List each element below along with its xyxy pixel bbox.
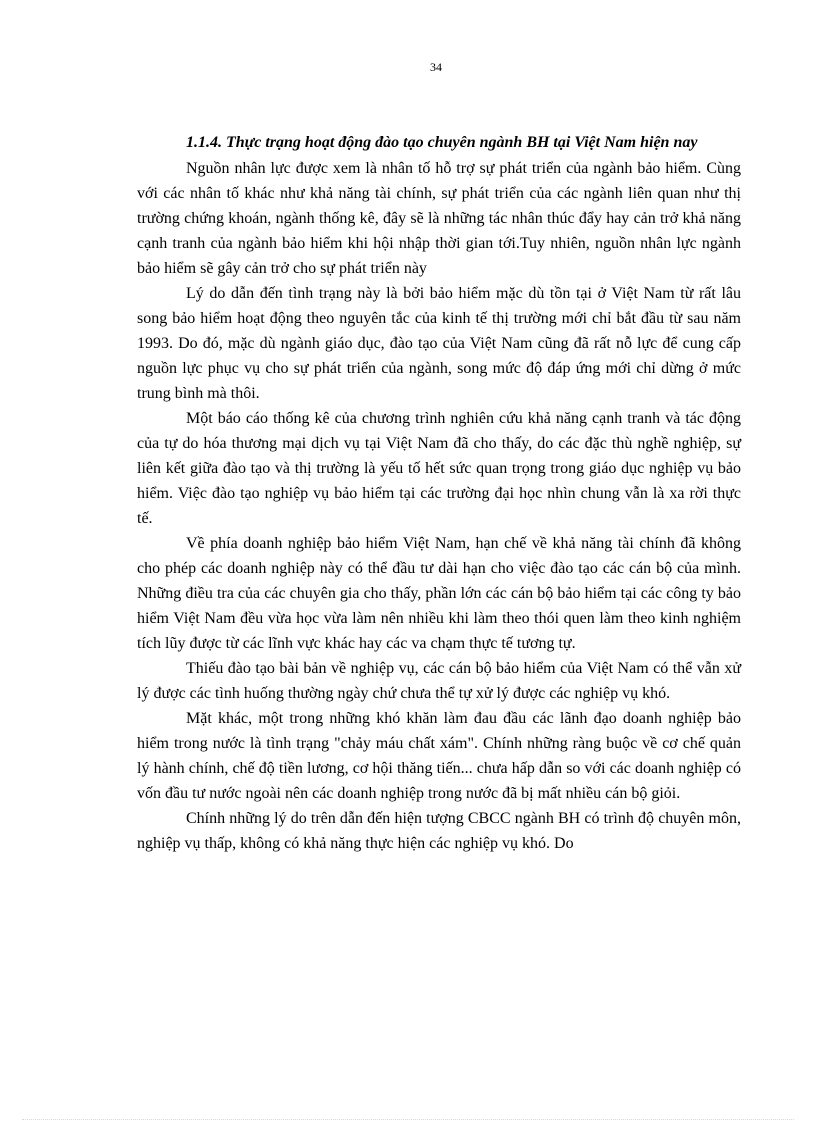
page-content [137,130,741,856]
page-bottom-rule [22,1119,794,1120]
paragraph: Nguồn nhân lực được xem là nhân tố hỗ trợ sự phát triển của ngành bảo hiểm. Cùng với các nhân tố khác như khả năng tài chính, sự phát triển của các ngành liên quan như thị trường chứng khoán, ngành thống kê, đây sẽ là những tác nhân thúc đẩy hay cản trở khả năng cạnh tranh của ngành bảo hiểm khi hội nhập thời gian tới.Tuy nhiên, nguồn nhân lực ngành bảo hiểm sẽ gây cản trở cho sự phát triển này [137,160,741,277]
paragraph: Thiếu đào tạo bài bản về nghiệp vụ, các cán bộ bảo hiểm của Việt Nam có thể vẫn xử lý được các tình huống thường ngày chứ chưa thể tự xử lý được các nghiệp vụ khó. [137,660,741,702]
paragraph: Lý do dẫn đến tình trạng này là bởi bảo hiểm mặc dù tồn tại ở Việt Nam từ rất lâu song bảo hiểm hoạt động theo nguyên tắc của kinh tế thị trường mới chỉ bắt đầu từ sau năm 1993. Do đó, mặc dù ngành giáo dục, đào tạo của Việt Nam cũng đã rất nỗ lực để cung cấp nguồn lực phục vụ cho sự phát triển của ngành, song mức độ đáp ứng mới chỉ dừng ở mức trung bình mà thôi. [137,285,741,402]
section-heading: 1.1.4. Thực trạng hoạt động đào tạo chuyên ngành BH tại Việt Nam hiện nay [186,134,698,151]
paragraph: Mặt khác, một trong những khó khăn làm đau đầu các lãnh đạo doanh nghiệp bảo hiểm trong nước là tình trạng "chảy máu chất xám". Chính những ràng buộc về cơ chế quản lý hành chính, chế độ tiền lương, cơ hội thăng tiến... chưa hấp dẫn so với các doanh nghiệp có vốn đầu tư nước ngoài nên các doanh nghiệp trong nước đã bị mất nhiều cán bộ giỏi. [137,710,741,802]
paragraph: Về phía doanh nghiệp bảo hiểm Việt Nam, hạn chế về khả năng tài chính đã không cho phép các doanh nghiệp này có thể đầu tư dài hạn cho việc đào tạo các cán bộ của mình. Những điều tra của các chuyên gia cho thấy, phần lớn các cán bộ bảo hiểm tại các công ty bảo hiểm Việt Nam đều vừa học vừa làm nên nhiều khi làm theo thói quen làm theo kinh nghiệm tích lũy được từ các lĩnh vực khác hay các va chạm thực tế tương tự. [137,535,741,652]
page-number: 34 [430,60,442,74]
paragraph: Chính những lý do trên dẫn đến hiện tượng CBCC ngành BH có trình độ chuyên môn, nghiệp vụ thấp, không có khả năng thực hiện các nghiệp vụ khó. Do [137,810,741,852]
paragraph: Một báo cáo thống kê của chương trình nghiên cứu khả năng cạnh tranh và tác động của tự do hóa thương mại dịch vụ tại Việt Nam đã cho thấy, do các đặc thù nghề nghiệp, sự liên kết giữa đào tạo và thị trường là yếu tố hết sức quan trọng trong giáo dục nghiệp vụ bảo hiểm. Việc đào tạo nghiệp vụ bảo hiểm tại các trường đại học nhìn chung vẫn là xa rời thực tế. [137,410,741,527]
